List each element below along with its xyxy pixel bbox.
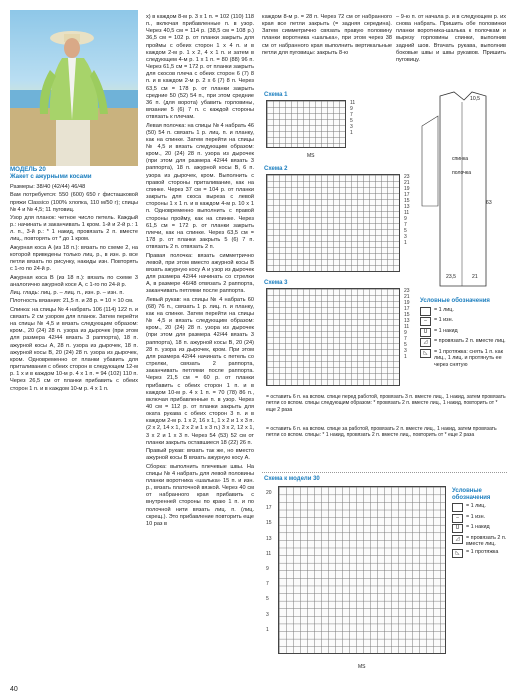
paragraph: Узор для планок: четное число петель. Каждый р.: начинать и заканчивать 1 кром. 1-й и 2-й р.: 1 л. п., 3-й р.: * 1 накид, провязать 2 п. вместе лиц., повторять от * до 1 кром. — [10, 215, 138, 243]
instructions-column-3 — [262, 14, 392, 84]
paragraph: x) в каждом 8-м р. 3 x 1 п. = 102 (110) 118 п., включая прибавленные п. в узор. Через 40,5 см = 114 р. (38,5 см = 108 р.) 36,5 см = 102 р. от планки закрыть для проймы с обеих сторон 1 x 4 п. и в каждом 2-м р. 1 x 2, 4 x 1 п. и затем в следующем 4-м р. 1 x 1 п. = 80 (88) 96 п. Через 61,5 см = 172 р. от планки закрыть для скосов плеча с обеих сторон 6 (7) 8 п. и в каждом 2-м р. 2 x 6 (7) 8 п. Через 63,5 см = 178 р. от планки закрыть средние 50 (52) 54 п., при этом средние 36 п. (для ворота) убавить горловины, вязание 5 (6) 7 п. с каждой стороны отвязать к плечам. — [146, 14, 254, 121]
paragraph: Спинка: на спицы № 4 набрать 106 (114) 122 п. и связать 2 см узором для планок. Затем перейти на спицы № 4,5 и вязать следующим образом: кром., 20 (24) 28 п. узора из дырочек (при этом для размера 42/44 вязать 3 раппорта), 18 п. ажурной косы А, 28 п. узора из дырочек, 18 п. ажурной косы В, 20 (24) 28 п. узора из дырочек, кром. Одновременно от планки убавить для приталивания с обеих сторон в следующем 12-м р. 1 x и в каждом 10-м р. 4 x 1 п. = 94 (102) 110 п. Через 26,5 см от планки прибавить с обеих сторон 1 п. и в каждом 10-м р. 4 x 1 п. — [10, 306, 138, 392]
legend-item — [420, 349, 510, 369]
paragraph: Ажурная коса А (из 18 п.): вязать по схеме 2, на которой приведены только лиц. р., в изн. р. все петли вязать по рисунку, накиды изн. Повторять с 1-го по 24-й р. — [10, 244, 138, 273]
legend-item — [420, 338, 510, 347]
schema2-grid — [266, 174, 400, 272]
paragraph: Плотность вязания: 21,5 п. и 28 р. = 10 × 10 см. — [10, 298, 134, 305]
legend-item — [452, 524, 508, 533]
legend-item — [420, 328, 510, 337]
ssk-icon: ◺ — [452, 549, 463, 558]
row-num: 20 — [266, 490, 272, 496]
main-row-numbers — [266, 486, 272, 638]
knit-symbol-icon — [420, 307, 431, 316]
measure-top: 10,5 — [470, 96, 480, 102]
ms-label: MS — [307, 153, 315, 159]
measure-side1: 23,5 — [446, 274, 456, 280]
row-num: 5 — [266, 596, 269, 603]
schema3-grid — [266, 288, 400, 386]
paragraph: Размеры: 38/40 (42/44) 46/48 — [10, 184, 86, 190]
paragraph: Левая полочка: на спицы № 4 набрать 46 (50) 54 п. связать 1 р. лиц. п. и планку, как на спинке. Затем перейти на спицы № 4,5 и вязать следующим образом: кром., 20 (24) 28 п. узора из дырочек (при этом для размера 42/44 вязать 3 раппорта), 18 п. ажурной косы В, 6 п. узора из дырочек, кром. Выполнить с правой стороны приталивание, как на спинке. Через 37 см = 104 р. от планки закрыть для скоса выреза с левой стороны 1 x 1 п. и в каждом 4-м р. 10 x 1 п. Одновременно выполнить с правой стороны пройму, как на спинке. Через 61,5 см = 172 р. от планки закрыть плечи, как на спинке. Через 63,5 см = 178 р. от планки закрыть 5 (6) 7 п. отвязать 2 п. отвязать 2 п. — [146, 122, 254, 251]
schema2-row-numbers: 23 21 19 17 15 13 11 9 7 5 3 1 — [404, 174, 410, 246]
legend-2-title: Условные обозначения — [452, 488, 491, 501]
legend-title: Условные обозначения — [420, 298, 490, 304]
schema1-title: Схема 1 — [264, 92, 288, 98]
legend-item — [420, 307, 510, 316]
row-num: 7 — [266, 581, 269, 588]
legend-text: = 1 протяжка: снять 1 п. как лиц., 1 лиц. и протянуть ее через снятую — [434, 348, 504, 368]
legend-text: = 1 лиц. — [466, 503, 486, 510]
schema1-row-numbers: 11 9 7 5 3 1 — [350, 100, 356, 136]
schema3-row-numbers: 23 21 19 17 15 13 11 9 7 5 3 1 — [404, 288, 410, 360]
k2tog-icon: ◿ — [452, 535, 463, 544]
row-num: 15 — [266, 520, 272, 527]
paragraph: Вам потребуется: 550 (600) 650 г фисташковой пряжи Classico (100% хлопка, 110 м/50 г); спицы № 4 и № 4,5; 11 пуговиц. — [10, 192, 138, 213]
model-number: МОДЕЛЬ 20 — [10, 166, 46, 173]
legend-text: = провязать 2 п. вместе лиц. — [466, 534, 507, 548]
schema2-title: Схема 2 — [264, 166, 288, 172]
instructions-column-2 — [146, 14, 254, 682]
paragraph: Правый рукав: вязать так же, но вместо ажурной косы В вязать ажурную косу А. — [146, 448, 254, 462]
purl-symbol-icon: – — [420, 317, 431, 326]
k2tog-icon: ◿ — [420, 338, 431, 347]
legend-text: = 1 изн. — [434, 317, 454, 324]
main-schema-title: Схема к модели 30 — [264, 476, 320, 482]
instructions-column-4 — [396, 14, 506, 84]
row-num: 13 — [266, 535, 272, 542]
legend-text: = провязать 2 п. вместе лиц. — [434, 338, 506, 345]
main-schema-grid — [278, 486, 446, 654]
row-num: 3 — [266, 611, 269, 618]
legend-text: = 1 накид — [466, 524, 490, 531]
legend-text: = 1 изн. — [466, 513, 486, 520]
legend — [420, 298, 510, 370]
measure-mid: 63 — [486, 200, 492, 206]
legend-text: = 1 протяжка — [466, 549, 499, 556]
legend-item — [452, 549, 508, 558]
label-spinka: спинка — [452, 156, 469, 162]
row-num: 11 — [266, 550, 272, 557]
ssk-icon: ◺ — [420, 349, 431, 358]
legend-text: = 1 лиц. — [434, 306, 454, 313]
legend-item — [452, 514, 508, 523]
legend-item — [420, 317, 510, 326]
schema3-title: Схема 3 — [264, 280, 288, 286]
pattern-outline — [420, 86, 510, 291]
paragraph: Ажурная коса В (из 18 п.): вязать по схеме 3 аналогично ажурной косе А, с 1-го по 24-й р. — [10, 274, 138, 288]
page-number: 40 — [10, 686, 18, 693]
paragraph: Лиц. гладь: лиц. р. – лиц. п., изн. р. – изн. п. — [10, 290, 124, 297]
row-num: 9 — [266, 566, 269, 573]
measure-side2: 21 — [472, 274, 478, 280]
instructions-column-1 — [10, 184, 138, 682]
paragraph: – 9-ю п. от начала р. и в следующем р. их снова набрать. Пришить обе половинки планки воротника-шалька к полочкам и вырезу горловины спинки, выполнив задний шов. Втачать рукава, выполнив боковые швы и швы рукавов. Пришить пуговицу. — [396, 14, 506, 63]
row-num: 1 — [266, 626, 269, 633]
purl-symbol-icon: – — [452, 514, 463, 523]
row-num: 17 — [266, 505, 272, 512]
knit-symbol-icon — [452, 503, 463, 512]
model-photo — [10, 10, 138, 166]
schema1-grid — [266, 100, 346, 148]
cable-note-1: = оставить 6 п. на вспом. спице перед работой, провязать 3 п. вместе лиц., 1 накид, затем провязать петли со вспом. спицы следующим образом: * провязать 2 п. вместе лиц., 1 накид, повторить от * еще 2 раза — [266, 394, 506, 413]
model-name: Жакет с ажурными косами — [10, 173, 92, 180]
yarn-over-icon: U — [452, 524, 463, 533]
paragraph: каждом 8-м р. = 28 п. Через 72 см от набранного края все петли закрыть (= задняя середина). Затем симметрично связать правую половину планки воротника «шалька», при этом через 38 см от набранного края выполнить вертикальные петли для пуговицы: закрыть 8-ю — [262, 14, 392, 56]
model-heading — [10, 166, 138, 180]
yarn-over-icon: U — [420, 328, 431, 337]
legend-item — [452, 535, 508, 548]
paragraph: Левый рукав: на спицы № 4 набрать 60 (68) 76 п., связать 1 р. лиц. п. и планку, как на спинке. Затем перейти на спицы № 4,5 и вязать следующим образом: кром., 20 (24) 28 п. узора из дырочек (при этом для размера 42/44 вязать 3 раппорта), 18 п. ажурной косы В, 20 (24) 28 п. узора из дырочек, кром. При этом для размера 42/44 начинать с петель со стрелки, связать 2 раппорта, заканчивать петлями после раппорта. Через 21,5 см = 60 р. от планки прибавить с обеих сторон 1 п. и в каждом 10-м р. 4 x 1 п. = 70 (78) 86 п., включая прибавленные п. в узор. Через 40 см = 112 р. от планки закрыть для оката рукава с обеих сторон 3 п. и в каждом 2-м р. 1 x 2, 16 x 1, 1 x 2 и 1 x 3 п. (2 x 2, 14 x 1, 2 x 2 и 1 x 3 п.) 3 x 2, 12 x 1, 3 x 2 и 1 x 3 п. Через 54 (53) 52 см от планки закрыть оставшиеся 18 (22) 26 п. — [146, 296, 254, 446]
legend-item — [452, 503, 508, 512]
paragraph: Сборка: выполнить плечевые швы. На спицы № 4 набрать для левой половины планки воротника «шалька» 15 п. и изн. р., вязать платочной вязкой. Через 40 см от набранного края прибавить с внутренней стороны по краю 1 п. и по полочной нити вязать лиц. п. (лиц. скрещ.). Это прибавление повторить еще 10 раз в — [146, 463, 254, 527]
legend-2 — [452, 488, 508, 560]
paragraph: Правая полочка: вязать симметрично левой, при этом вместо ажурной косы В вязать ажурную косу А и узор из дырочек для размера 42/44 начинать со стрелки А, в размере 46/48 отвязать 2 раппорта, заканчивать петлями после раппорта. — [146, 252, 254, 295]
cable-note-2: = оставить 6 п. на вспом. спице за работой, провязать 2 п. вместе лиц., 1 накид, затем провязать петли со вспом. спицы: * 1 накид, провязать 2 п. вместе лиц., повторить от * еще 2 раза — [266, 426, 497, 439]
label-polochka: полочка — [452, 170, 472, 176]
ms-label-main: MS — [358, 664, 366, 670]
legend-text: = 1 накид — [434, 327, 458, 334]
